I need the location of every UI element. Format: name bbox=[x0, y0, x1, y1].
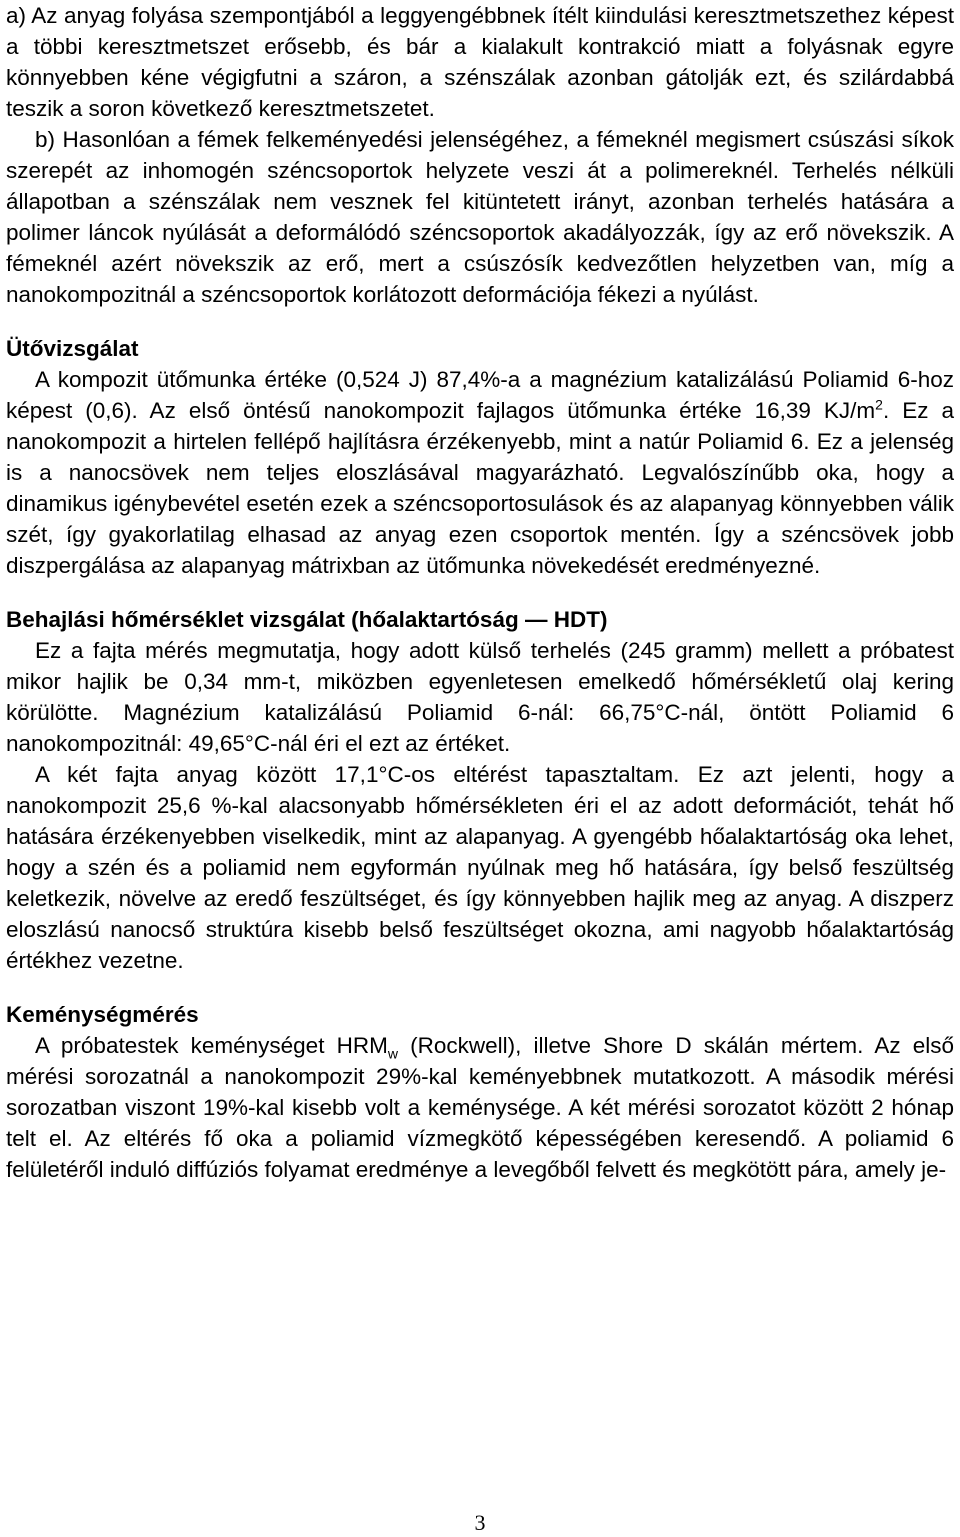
page-number: 3 bbox=[474, 1510, 486, 1535]
paragraph-hardness bbox=[6, 1030, 954, 1185]
section-heading-hardness: Keménységmérés bbox=[6, 1002, 199, 1027]
impact-unit-superscript: 2 bbox=[875, 396, 883, 413]
paragraph-a: a) Az anyag folyása szempontjából a leggyengébbnek ítélt kiindulási keresztmetszethez képest a többi keresztmetszet erősebb, és bár a kialakult kontrakció miatt a folyásnak egyre könnyebben kéne végigfutni a száron, a szénszálak azonban gátolják ezt, és szilárdabbá teszik a soron következő keresztmetszetet. bbox=[6, 3, 954, 121]
impact-text-start: A kompozit ütőmunka értéke (0,524 J) 87,4%-a a magnézium katalizálású Poliamid 6-hoz képest (0,6). Az első öntésű nanokompozit fajlagos ütőmunka értéke 16,39 KJ/m bbox=[6, 367, 954, 423]
section-heading-hdt: Behajlási hőmérséklet vizsgálat (hőalaktartóság — HDT) bbox=[6, 607, 608, 632]
paragraph-hdt-1: Ez a fajta mérés megmutatja, hogy adott külső terhelés (245 gramm) mellett a próbatest mikor hajlik be 0,34 mm-t, miközben egyenletesen emelkedő hőmérsékletű olaj kering körülötte. Magnézium katalizálású Poliamid 6-nál: 66,75°C-nál, öntött Poliamid 6 nanokompozitnál: 49,65°C-nál éri el ezt az értéket. bbox=[6, 638, 954, 756]
hardness-scale-subscript: w bbox=[387, 1045, 398, 1062]
hardness-text-end: (Rockwell), illetve Shore D skálán mértem. Az első mérési sorozatnál a nanokompozit 29%-kal keményebbnek mutatkozott. A második mérési sorozatban viszont 19%-kal kisebb volt a keménysége. A két mérési sorozatot között 2 hónap telt el. Az eltérés fő oka a poliamid vízmegkötő képességében keresendő. A poliamid 6 felületéről induló diffúziós folyamat eredménye a levegőből felvett és megkötött pára, amely je- bbox=[6, 1033, 954, 1182]
impact-text-end: . Ez a nanokompozit a hirtelen fellépő hajlításra érzékenyebb, mint a natúr Poliamid 6. Ez a jelenség is a nanocsövek nem teljes eloszlásával magyarázható. Legvalószínűbb oka, hogy a dinamikus igénybevétel esetén ezek a széncsoportosulások és az alapanyag könnyebben válik szét, így gyakorlatilag elhasad az anyag ezen csoportok mentén. Így a széncsövek jobb diszpergálása az alapanyag mátrixban az ütőmunka növekedését eredményezné. bbox=[6, 398, 954, 578]
paragraph-hdt-2: A két fajta anyag között 17,1°C-os eltérést tapasztaltam. Ez azt jelenti, hogy a nanokompozit 25,6 %-kal alacsonyabb hőmérsékleten éri el az adott deformációt, tehát hő hatására érzékenyebben viselkedik, mint az alapanyag. A gyengébb hőalaktartóság oka lehet, hogy a szén és a poliamid nem egyformán nyúlnak meg hő hatására, így belső feszültség keletkezik, növelve az eredő feszültséget, és így könnyebben hajlik meg az anyag. A diszperz eloszlású nanocső struktúra kisebb belső feszültséget okozna, ami nagyobb hőalaktartóság értékhez vezetne. bbox=[6, 762, 954, 973]
paragraph-impact bbox=[6, 364, 954, 581]
section-heading-impact-test: Ütővizsgálat bbox=[6, 336, 139, 361]
hardness-text-start: A próbatestek keménységet HRM bbox=[35, 1033, 388, 1058]
document-page bbox=[6, 0, 954, 1185]
paragraph-b: b) Hasonlóan a fémek felkeményedési jelenségéhez, a fémeknél megismert csúszási síkok szerepét az inhomogén széncsoportok helyzete veszi át a polimereknél. Terhelés nélküli állapotban a szénszálak nem vesznek fel kitüntetett irányt, azonban terhelés hatására a polimer láncok nyúlását a deformálódó széncsoportok akadályozzák, így az erő növekszik. A fémeknél azért növekszik az erő, mert a csúszósík kedvezőtlen helyzetben van, míg a nanokompozitnál a széncsoportok korlátozott deformációja fékezi a nyúlást. bbox=[6, 127, 954, 307]
